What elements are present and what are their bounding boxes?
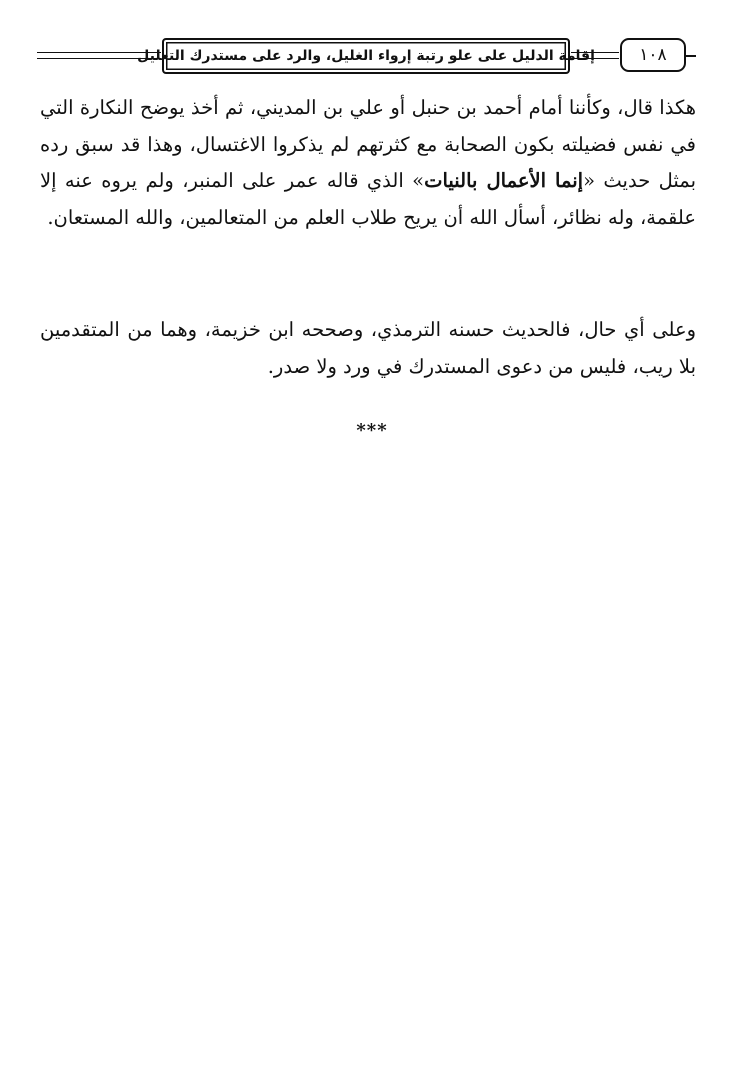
- paragraph-1: [40, 90, 696, 236]
- hadith-quote: إنما الأعمال بالنيات: [424, 169, 584, 192]
- header-rule-right: [684, 55, 696, 57]
- paragraph-1-text-start: هكذا قال، وكأننا أمام أحمد بن حنبل أو علي بن المديني، ثم أخذ يوضح النكارة التي في نفس فضيلته بكون الصحابة مع كثرتهم لم يذكروا الاغتسال، وهذا قد سبق رده بمثل حديث «: [40, 96, 697, 192]
- paragraph-2: وعلى أي حال، فالحديث حسنه الترمذي، وصححه ابن خزيمة، وهما من المتقدمين بلا ريب، فليس من دعوى المستدرك في ورد ولا صدر.: [40, 318, 696, 378]
- header-rule-middle: [571, 52, 619, 53]
- running-title: إقامة الدليل على علو رتبة إرواء الغليل، والرد على مستدرك التعليل: [162, 38, 570, 74]
- page-number: ١٠٨: [620, 38, 686, 72]
- page-header: [0, 36, 744, 76]
- paragraph-1-text-end: » الذي قاله عمر على المنبر، ولم يروه عنه إلا علقمة، وله نظائر، أسأل الله أن يريح طلاب العلم من المتعالمين، والله المستعان.: [40, 169, 696, 229]
- section-separator: ***: [356, 420, 388, 441]
- header-rule-middle-inner: [571, 58, 619, 59]
